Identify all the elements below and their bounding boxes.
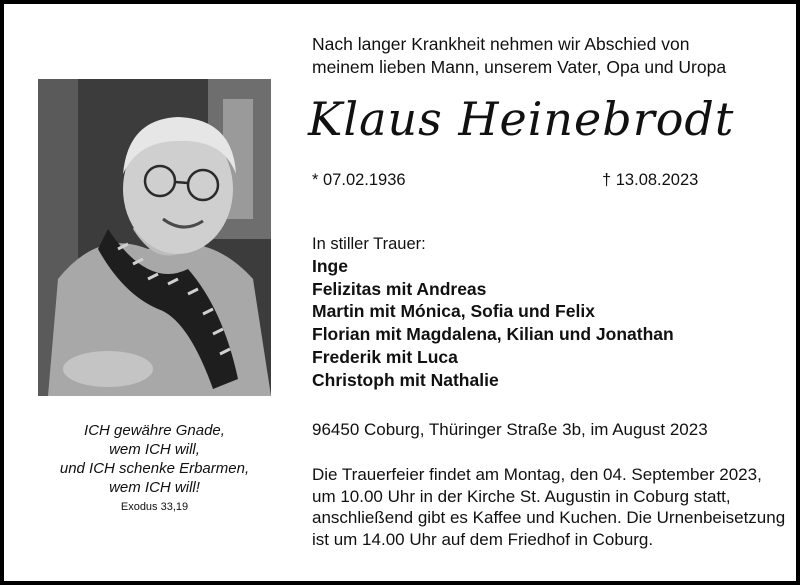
intro-line: Nach langer Krankheit nehmen wir Abschied von (312, 34, 690, 54)
service-line: um 10.00 Uhr in der Kirche St. Augustin in Coburg statt, (312, 486, 731, 506)
intro-line: meinem lieben Mann, unserem Vater, Opa und Uropa (312, 57, 727, 77)
life-dates (312, 171, 712, 190)
verse-line: wem ICH will! (109, 479, 200, 496)
verse-line: ICH gewähre Gnade, (84, 422, 225, 439)
verse-line: und ICH schenke Erbarmen, (59, 460, 250, 477)
service-line: Die Trauerfeier findet am Montag, den 04. September 2023, (312, 465, 762, 484)
service-line: anschließend gibt es Kaffee und Kuchen. Die Urnenbeisetzung (312, 508, 786, 527)
bible-verse (38, 421, 271, 497)
mourning-heading: In stiller Trauer: (312, 235, 426, 253)
mourner-name: Inge (312, 256, 348, 276)
mourner-name: Felizitas mit Andreas (312, 278, 487, 299)
service-info (312, 464, 786, 550)
intro-text (312, 33, 782, 79)
birth-date: * 07.02.1936 (312, 171, 406, 189)
mourner-name: Frederik mit Luca (312, 346, 458, 367)
mourner-name: Florian mit Magdalena, Kilian und Jonathan (312, 324, 674, 345)
deceased-name: Klaus Heinebrodt (308, 92, 735, 146)
mourner-name: Martin mit Mónica, Sofia und Felix (312, 301, 595, 322)
address-line: 96450 Coburg, Thüringer Straße 3b, im August 2023 (312, 420, 708, 439)
death-date: † 13.08.2023 (602, 171, 699, 189)
mourner-list (312, 255, 782, 391)
portrait-photo (38, 79, 271, 396)
service-line: ist um 14.00 Uhr auf dem Friedhof in Coburg. (312, 529, 654, 549)
verse-line: wem ICH will, (109, 441, 200, 458)
verse-source: Exodus 33,19 (120, 501, 189, 513)
mourner-name: Christoph mit Nathalie (312, 369, 499, 390)
